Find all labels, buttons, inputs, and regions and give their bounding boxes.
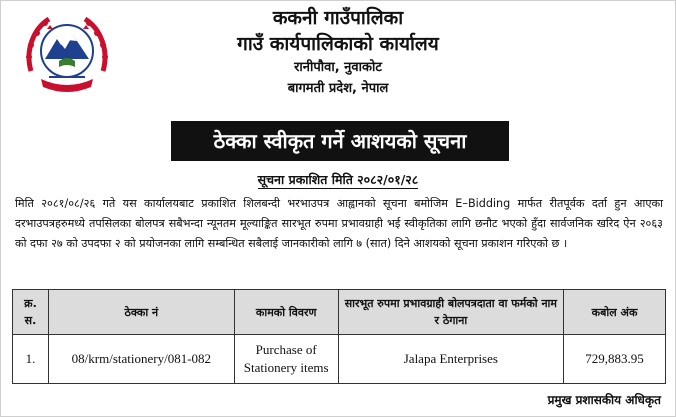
office-name: गाउँ कार्यपालिकाको कार्यालय xyxy=(237,33,439,55)
cell-sn: 1. xyxy=(13,335,49,384)
table-row xyxy=(13,335,666,384)
municipality-name: ककनी गाउँपालिका xyxy=(272,7,404,29)
office-province: बागमती प्रदेश, नेपाल xyxy=(287,81,389,96)
signoff: प्रमुख प्रशासकीय अधिकृत xyxy=(547,393,661,407)
notice-body: मिति २०८१/०८/२६ गते यस कार्यालयबाट प्रकाशित शिलबन्दी भरभाउपत्र आह्वानको सूचना बमोजिम E–Bidding मार्फत रीतपूर्वक दर्ता हुन आएका दरभाउपत्रहरुमध्ये तपसिलका बोलपत्र सबैभन्दा न्यूनतम मूल्याङ्कित सारभूत रुपमा प्रभावग्राही भई स्वीकृतिका लागि छनौट भएको हुँदा सार्वजनिक खरिद ऐन २०६३ को दफा २७ को उपदफा २ को प्रयोजनका लागि सम्बन्धित सबैलाई जानकारीको लागि ७ (सात) दिने आशयको सूचना प्रकाशन गरिएको छ । xyxy=(15,197,663,250)
office-header xyxy=(1,5,675,99)
table-header-row xyxy=(13,290,666,335)
contract-table xyxy=(12,289,666,384)
header-amount: कबोल अंक xyxy=(564,290,666,335)
cell-description: Purchase of Stationery items xyxy=(234,335,338,384)
header-bidder: सारभूत रुपमा प्रभावग्राही बोलपत्रदाता वा फर्मको नाम र ठेगाना xyxy=(338,290,563,335)
header-contract-no: ठेक्का नं xyxy=(48,290,234,335)
notice-title-banner: ठेक्का स्वीकृत गर्ने आशयको सूचना xyxy=(171,121,509,161)
header-sn: क्र. स. xyxy=(13,290,49,335)
cell-bidder: Jalapa Enterprises xyxy=(338,335,563,384)
cell-contract-no: 08/krm/stationery/081-082 xyxy=(48,335,234,384)
publication-date xyxy=(1,171,675,188)
office-address: रानीपौवा, नुवाकोट xyxy=(294,60,382,75)
header-description: कामको विवरण xyxy=(234,290,338,335)
cell-amount: 729,883.95 xyxy=(564,335,666,384)
publication-date-text: सूचना प्रकाशित मिति २०८२/०१/२८ xyxy=(257,172,419,187)
